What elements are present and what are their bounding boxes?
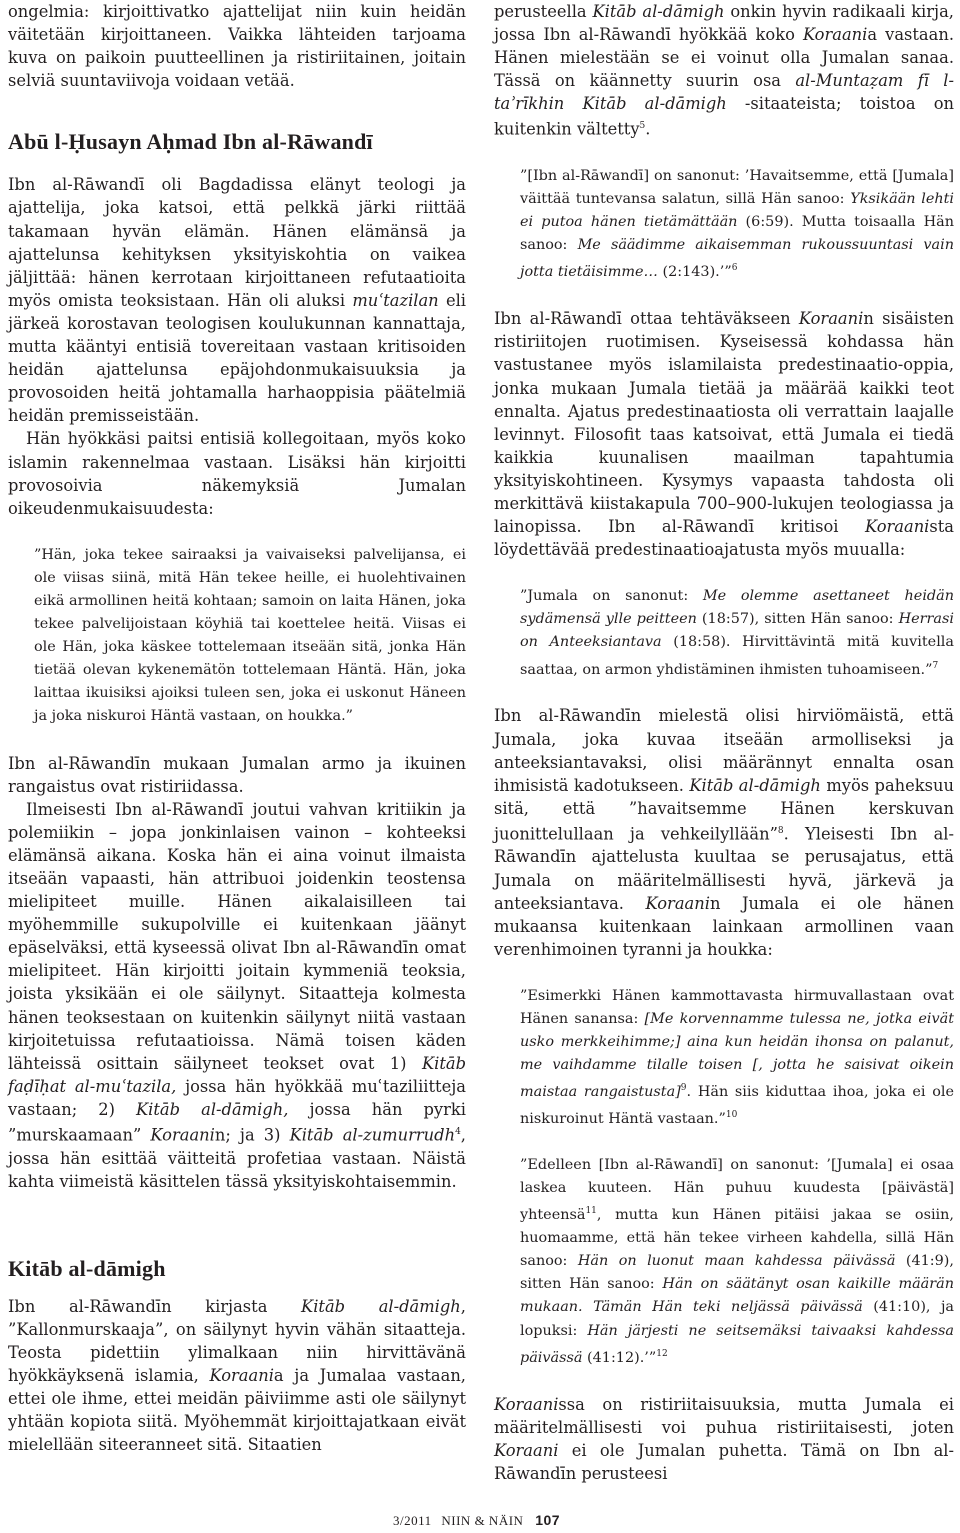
body-paragraph-1: Ibn al-Rāwandī oli Bagdadissa elänyt teologi ja ajattelija, joka katsoi, että pelkkä järki riittää takamaan hyvän elämän. Hänen elämänsä ja ajattelunsa kehityksen yksityiskohtia on vaikea jäljittää: hänen kerrotaan kirjoittaneen refutaatioita myös omista teoksistaan. Hän oli aluksi muʿtazilan eli järkeä korostavan teologisen koulukunnan kannattaja, mutta kääntyi entisiä tovereitaan vastaan kritisoiden heidän ajattelunsa epäjohdonmukaisuuksia ja provosoiden heitä johtamalla harhaoppisia päätelmiä heidän premisseistään. [8,175,466,426]
footnote-marker-5: 5 [639,121,646,132]
footnote-marker-6: 6 [731,263,738,274]
right-column [494,0,954,1485]
magazine-name: NIIN & NÄIN [441,1513,524,1528]
right-paragraph-2: Ibn al-Rāwandī ottaa tehtäväkseen Koraanin sisäisten ristiriitojen ruotimisen. Kyseisessä kohdassa hän vastustanee myös islamilaista predestinaatio-oppia, jonka mukaan Jumala tietää ja määrää kaikki teot ennalta. Ajatus predestinaatiosta oli verrattain laajalle levinnyt. Filosofit taas katsoivat, että Jumala ei tiedä kaikkia kuunalisen maailman tapahtumia yksityiskohtineen. Kysymys vapaasta tahdosta oli merkittävä kiistakapula 700–900-lukujen teologiassa ja lainopissa. Ibn al-Rāwandī kritisoi Koraanista löydettävää predestinaatioajatusta myös muualla: [494,309,954,560]
footnote-marker-10: 10 [725,1110,738,1121]
left-column [8,0,466,1456]
block-quote-1: ”Hän, joka tekee sairaaksi ja vaivaiseksi palvelijansa, ei ole viisas siinä, mitä Hän tekee heille, ei huolehtivainen eikä armollinen heitä kohtaan; samoin on laita Hänen, joka tekee palvelijoistaan köyhiä tai koettelee heitä. Viisas ei ole Hän, joka käskee tottelemaan itseään sitä, jonka Hän tietää olevan kykenemätön tottelemaan Häntä. Hän, joka laittaa ikuisiksi ajoiksi tuleen sen, joka ei uskonut Häneen ja joka niskuroi Häntä vastaan, on houkka.” [34,546,466,725]
block-quote-3: ”Jumala on sanonut: Me olemme asettaneet heidän sydämensä ylle peitteen (18:57), sitten Hän sanoo: Herrasi on Anteeksiantava (18:58). Hirvittävintä mitä kuvitella saattaa, on armon yhdistäminen ihmisten tuhoamiseen.”$^7$ [520,588,954,678]
block-quote-5: ”Edelleen [Ibn al-Rāwandī] on sanonut: ’[Jumala] ei osaa laskea kuuteen. Hän puhuu kuudesta [päivästä] yhteensä$^{11}$, mutta kun Hänen pitäisi jakaa se osiin, huomaamme, että hän tekee virheen kahdella, sillä Hän sanoo: Hän on luonut maan kahdessa päivässä (41:9), sitten Hän sanoo: Hän on säätänyt osan kaikille määrän mukaan. Tämän Hän teki neljässä päivässä (41:10), ja lopuksi: Hän järjesti ne seitsemäksi taivaaksi kahdessa päivässä (41:12).’”$^{12}$ [520,1157,955,1366]
body-paragraph-5: Ibn al-Rāwandīn kirjasta Kitāb al-dāmigh, ”Kallonmurskaaja”, on säilynyt hyvin vähän sitaatteja. Teosta pidettiin ylimalkaan niin hirvittävänä hyökkäyksenä islamia, Koraania ja Jumalaa vastaan, ettei ole ihme, ettei meidän päiviimme asti ole säilynyt yhtään kopiota siitä. Myöhemmät kirjoittajatkaan eivät mielellään siteeranneet sitä. Sitaatien [8,1296,466,1455]
body-paragraph-2: Hän hyökkäsi paitsi entisiä kollegoitaan, myös koko islamin rakennelmaa vastaan. Lisäksi hän kirjoitti provosoivia näkemyksiä Jumalan oikeudenmukaisuudesta: [8,429,466,518]
footnote-marker-11: 11 [585,1206,597,1217]
footnote-marker-12: 12 [656,1348,668,1359]
footnote-marker-8: 8 [777,825,784,836]
intro-paragraph: ongelmia: kirjoittivatko ajattelijat niin kuin heidän väitetään kirjoittaneen. Vaikka lähteiden tarjoama kuva on paikoin puutteellinen ja ristiriitainen, joitain selviä suuntaviivoja voidaan vetää. [8,2,466,91]
right-paragraph-3: Ibn al-Rāwandīn mielestä olisi hirviömäistä, että Jumala, joka kuvaa itseään armolliseksi ja anteeksiantavaksi, olisi määrännyt ennalta osan ihmisistä kadotukseen. Kitāb al-dāmigh myös paheksuu sitä, että ”havaitsemme Hänen kerskuvan juonittelullaan ja vehkeilyllään”$^8$. Yleisesti Ibn al-Rāwandīn ajattelusta kuultaa se perusajatus, että Jumala on määritelmällisesti hyvä, järkevä ja anteeksiantava. Koraanin Jumala ei ole hänen mukaansa kuitenkaan lainkaan armollinen vaan verenhimoinen tyranni ja houkka: [494,706,954,959]
right-paragraph-1: perusteella Kitāb al-dāmigh onkin hyvin radikaali kirja, jossa Ibn al-Rāwandī hyökkää koko Koraania vastaan. Hänen mielestään se ei voinut olla Jumalan sanaa. Tässä on käännetty suurin osa al-Muntaẓam fī l-taʾrīkhin Kitāb al-dāmigh -sitaateista; toistoa on kuitenkin vältetty$^5$. [494,2,955,139]
body-paragraph-4: Ilmeisesti Ibn al-Rāwandī joutui vahvan kritiikin ja polemiikin – jopa jonkinlaisen vainon – kohteeksi elämänsä aikana. Koska hän ei aina voinut ilmaista itseään vapaasti, hän attribuoi joidenkin teostensa mielipiteet muille. Hänen aikalaisilleen tai myöhemmille sukupolville ei kuitenkaan jäänyt epäselväksi, että kyseessä olivat Ibn al-Rāwandīn omat mielipiteet. Hän kirjoitti joitain kymmeniä teoksia, joista yksikään ei ole säilynyt. Sitaatteja kolmesta hänen teoksestaan on kuitenkin säilynyt niitä vastaan kirjoitetuissa refutaatioissa. Nämä toisen käden lähteissä osittain säilyneet teokset ovat 1) Kitāb faḍīḥat al-muʿtazila, jossa hän hyökkää muʿtaziliitteja vastaan; 2) Kitāb al-dāmigh, jossa hän pyrki ”murskaamaan” Koraanin; ja 3) Kitāb al-zumurrudh$^4$, jossa hän esittää väitteitä profetiaa vastaan. Näistä kahta viimeistä käsittelen tässä yksityiskohtaisemmin. [8,799,466,1191]
footnote-marker-9: 9 [680,1083,687,1094]
issue-number: 3/2011 [393,1513,432,1528]
block-quote-4: ”Esimerkki Hänen kammottavasta hirmuvallastaan ovat Hänen sanansa: [Me korvennamme tulessa ne, jotka eivät usko merkkeihimme;] aina kun heidän ihonsa on palanut, me vaihdamme tilalle toisen [, jotta he saisivat oikein maistaa rangaistusta]$^9$. Hän siis kiduttaa ihoa, joka ei ole niskuroinut Häntä vastaan.”$^{10}$ [520,987,954,1127]
section-heading-kitab-al-damigh: Kitāb al-dāmigh [8,1255,166,1281]
block-quote-2: ”[Ibn al-Rāwandī] on sanonut: ’Havaitsemme, että [Jumala] väittää tuntevansa salatun, sillä Hän sanoo: Yksikään lehti ei putoa hänen tietämättään (6:59). Mutta toisaalla Hän sanoo: Me säädimme aikaisemman rukoussuuntasi vain jotta tietäisimme… (2:143).’”$^6$ [520,167,955,281]
footnote-marker-4: 4 [455,1127,461,1138]
footnote-marker-7: 7 [932,660,939,671]
right-paragraph-4: Koraanissa on ristiriitaisuuksia, mutta Jumala ei määritelmällisesti voi puhua ristiriitaisesti, joten Koraani ei ole Jumalan puhetta. Tämä on Ibn al-Rāwandīn perusteesi [494,1394,954,1483]
body-paragraph-3: Ibn al-Rāwandīn mukaan Jumalan armo ja ikuinen rangaistus ovat ristiriidassa. [8,753,466,796]
page-number: 107 [535,1512,561,1528]
section-heading-ibn-al-rawandi: Abū l-Ḥusayn Aḥmad Ibn al-Rāwandī [8,129,373,155]
page-footer [393,1512,560,1529]
